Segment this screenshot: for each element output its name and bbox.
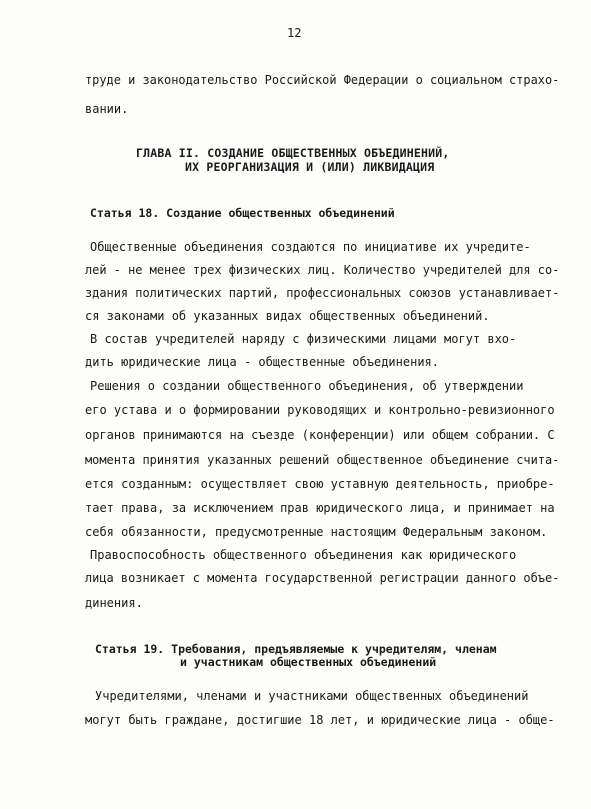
article-18-p3-line-4: момента принятия указанных решений общественное объединение счита- (85, 453, 560, 467)
article-18-p4-line-1: Правоспособность общественного объединения как юридического (90, 548, 517, 562)
article-18-p2-line-1: В состав учредителей наряду с физическими лицами могут вхо- (90, 332, 517, 346)
article-19-p1-line-2: могут быть граждане, достигшие 18 лет, и юридические лица - обще- (85, 713, 555, 727)
article-18-p1-line-2: лей - не менее трех физических лиц. Количество учредителей для со- (85, 263, 560, 277)
article-18-p1-line-1: Общественные объединения создаются по инициативе их учредите- (90, 240, 531, 254)
article-18-p3-line-7: себя обязанности, предусмотренные настоящим Федеральным законом. (85, 525, 548, 539)
article-18-p1-line-4: ся законами об указанных видах общественных объединений. (85, 309, 490, 323)
article-18-p4-line-3: динения. (85, 596, 143, 610)
page-number: 12 (287, 26, 302, 40)
article-19-title-line-1: Статья 19. Требования, предъявляемые к учредителям, членам (95, 642, 497, 656)
article-19-title-line-2: и участникам общественных объединений (180, 655, 437, 669)
chapter-heading-line-1: ГЛАВА II. СОЗДАНИЕ ОБЩЕСТВЕННЫХ ОБЪЕДИНЕНИЙ, (136, 146, 450, 160)
article-18-title: Статья 18. Создание общественных объединений (90, 206, 395, 220)
chapter-heading-line-2: ИХ РЕОРГАНИЗАЦИЯ И (ИЛИ) ЛИКВИДАЦИЯ (185, 160, 435, 174)
article-18-p3-line-6: тает права, за исключением прав юридического лица, и принимает на (85, 501, 555, 515)
article-18-p3-line-3: органов принимаются на съезде (конференции) или общем собрании. С (85, 428, 555, 442)
article-18-p1-line-3: здания политических партий, профессиональных союзов устанавливает- (85, 286, 560, 300)
intro-line-2: вании. (85, 102, 129, 116)
article-18-p3-line-2: его устава и о формировании руководящих и контрольно-ревизионного (85, 403, 555, 417)
intro-line-1: труде и законодательство Российской Федерации о социальном страхо- (85, 73, 560, 87)
article-18-p3-line-1: Решения о создании общественного объединения, об утверждении (90, 379, 524, 393)
article-19-p1-line-1: Учредителями, членами и участниками общественных объединений (95, 689, 529, 703)
article-18-p2-line-2: дить юридические лица - общественные объединения. (85, 355, 440, 369)
article-18-p3-line-5: ется созданным: осуществляет свою уставную деятельность, приобре- (85, 477, 555, 491)
article-18-p4-line-2: лица возникает с момента государственной регистрации данного объе- (85, 571, 560, 585)
